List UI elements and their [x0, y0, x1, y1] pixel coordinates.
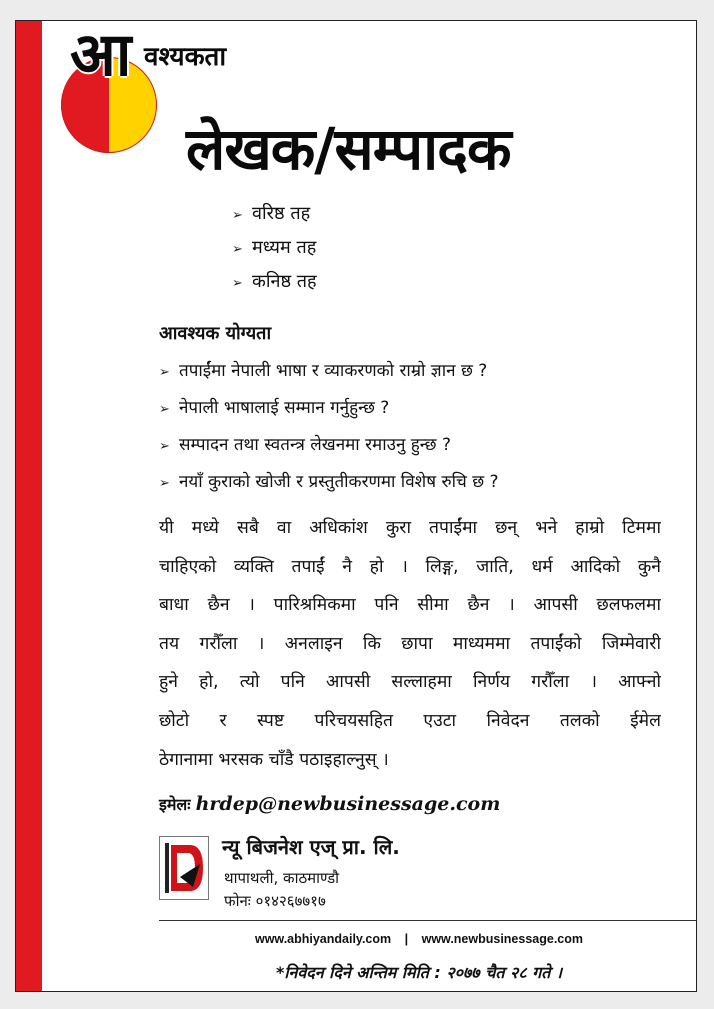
paragraph-line: यी मध्ये सबै वा अधिकांश कुरा तपाईंमा छन् भने हाम्रो टिममा	[159, 518, 661, 538]
paragraph-line: छोटो र स्पष्ट परिचयसहित एउटा निवेदन तलको ईमेल	[159, 710, 661, 731]
footer-divider	[159, 920, 697, 921]
footer-separator: |	[404, 932, 409, 946]
list-item: ➢ वरिष्ठ तह	[232, 197, 317, 231]
list-item: ➢ कनिष्ठ तह	[232, 265, 317, 299]
level-list	[232, 197, 317, 299]
qualifications-title: आवश्यक योग्यता	[159, 323, 272, 344]
arrowhead-bullet-icon: ➢	[159, 365, 170, 380]
paragraph-line: ठेगानामा भरसक चाँडै पठाइहाल्नुस् ।	[159, 749, 389, 770]
list-item: ➢ सम्पादन तथा स्वतन्त्र लेखनमा रमाउनु हुन्छ ?	[159, 427, 499, 464]
arrowhead-bullet-icon: ➢	[232, 276, 243, 291]
arrowhead-bullet-icon: ➢	[159, 402, 170, 417]
headline: लेखक/सम्पादक	[186, 115, 511, 183]
paragraph-line: हुने हो, त्यो पनि आपसी सल्लाहमा निर्णय गरौँला । आफ्नो	[159, 672, 661, 693]
arrowhead-bullet-icon: ➢	[159, 439, 170, 454]
company-phone: फोनः ०१४२६७७१७	[224, 892, 326, 910]
list-item: ➢ नयाँ कुराको खोजी र प्रस्तुतीकरणमा विशेष रुचि छ ?	[159, 464, 499, 501]
footer-link-abhiyan[interactable]: www.abhiyandaily.com	[254, 932, 392, 946]
company-name: न्यू बिजनेश एज् प्रा. लि.	[222, 835, 400, 859]
paragraph-line: चाहिएको व्यक्ति तपाईं नै हो । लिङ्ग, जाति, धर्म आदिको कुनै	[159, 556, 661, 577]
arrowhead-bullet-icon: ➢	[232, 242, 243, 257]
red-side-bar	[16, 21, 42, 991]
logo-word-rest: वश्यकता	[144, 42, 227, 72]
footer-links	[159, 932, 679, 946]
paragraph-line: बाधा छैन । पारिश्रमिकमा पनि सीमा छैन । आपसी छलफलमा	[159, 595, 661, 616]
email-label: इमेलः	[159, 795, 191, 814]
description-paragraph	[159, 509, 661, 779]
qualifications-list	[159, 353, 499, 501]
list-item: ➢ नेपाली भाषालाई सम्मान गर्नुहुन्छ ?	[159, 390, 499, 427]
email-link[interactable]: hrdep@newbusinessage.com	[195, 793, 501, 815]
company-logo	[159, 836, 209, 900]
email-row	[159, 793, 500, 815]
list-item: ➢ मध्यम तह	[232, 231, 317, 265]
company-address: थापाथली, काठमाण्डौ	[224, 869, 340, 887]
logo-first-letter: आ	[70, 20, 130, 90]
arrowhead-bullet-icon: ➢	[159, 476, 170, 491]
job-ad-card	[15, 20, 697, 992]
deadline-note: *निवेदन दिने अन्तिम मिति : २०७७ चैत २८ गते ।	[275, 963, 563, 982]
company-logo-icon	[160, 837, 208, 899]
paragraph-line: तय गरौँला । अनलाइन कि छापा माध्यममा तपाईंको जिम्मेवारी	[159, 633, 661, 654]
list-item: ➢ तपाईंमा नेपाली भाषा र व्याकरणको राम्रो ज्ञान छ ?	[159, 353, 499, 390]
arrowhead-bullet-icon: ➢	[232, 208, 243, 223]
footer-link-newbusinessage[interactable]: www.newbusinessage.com	[421, 932, 583, 946]
